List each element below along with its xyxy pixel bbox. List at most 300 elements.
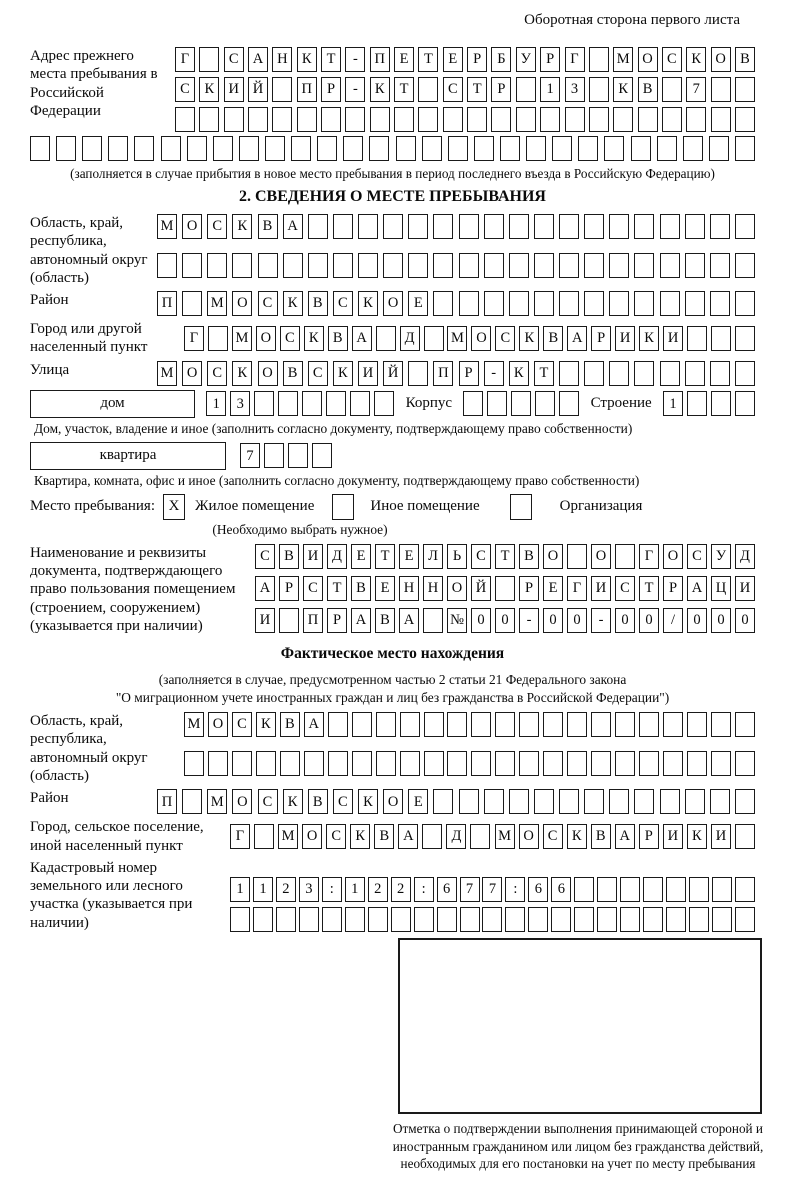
char-box: К <box>370 77 390 102</box>
char-box: : <box>505 877 525 902</box>
char-box <box>424 712 444 737</box>
char-box <box>711 751 731 776</box>
char-box <box>463 391 483 416</box>
char-box: Й <box>383 361 403 386</box>
char-box: Т <box>467 77 487 102</box>
char-box <box>526 136 546 161</box>
char-box <box>484 253 504 278</box>
char-box: О <box>232 291 252 316</box>
char-box: С <box>662 47 682 72</box>
char-box <box>467 107 487 132</box>
char-box <box>735 824 755 849</box>
char-box <box>207 253 227 278</box>
char-box <box>182 789 202 814</box>
char-box <box>634 789 654 814</box>
char-box <box>208 751 228 776</box>
char-box <box>345 907 365 932</box>
char-box-row <box>175 107 755 132</box>
option-residential-label: Жилое помещение <box>195 498 315 515</box>
char-box <box>433 214 453 239</box>
char-box <box>239 136 259 161</box>
char-box <box>604 136 624 161</box>
korpus-boxes <box>463 391 579 416</box>
char-box-row <box>157 361 755 386</box>
house-caption: Дом, участок, владение и иное (заполнить согласно документу, подтверждающему право собственности) <box>34 420 633 436</box>
char-box: Р <box>540 47 560 72</box>
char-box: В <box>280 712 300 737</box>
char-box <box>660 291 680 316</box>
char-box <box>443 107 463 132</box>
char-box <box>559 291 579 316</box>
char-box <box>297 107 317 132</box>
char-box <box>559 789 579 814</box>
char-box <box>500 136 520 161</box>
char-box: 1 <box>206 391 226 416</box>
cadastre-label: Кадастровый номер земельного или лесного участка (указывается при наличии) <box>30 859 193 931</box>
char-box <box>368 907 388 932</box>
actual-location-caption-1: (заполняется в случае, предусмотренном частью 2 статьи 21 Федерального закона <box>158 672 627 688</box>
char-box: Р <box>491 77 511 102</box>
char-box <box>735 107 755 132</box>
char-box <box>710 253 730 278</box>
char-box <box>710 789 730 814</box>
char-box <box>134 136 154 161</box>
region-label: Область, край, республика, автономный округ (область) <box>30 215 148 286</box>
char-box <box>584 291 604 316</box>
char-box-row <box>255 608 755 635</box>
char-box: К <box>613 77 633 102</box>
char-box <box>276 907 296 932</box>
char-box-row <box>157 214 755 248</box>
checkbox-residential: X <box>163 494 185 520</box>
char-box <box>591 712 611 737</box>
char-box <box>484 789 504 814</box>
char-box: К <box>256 712 276 737</box>
char-box <box>710 214 730 239</box>
char-box: С <box>258 291 278 316</box>
char-box <box>534 291 554 316</box>
char-box <box>666 877 686 902</box>
char-box <box>540 107 560 132</box>
char-box <box>408 214 428 239</box>
char-box: О <box>638 47 658 72</box>
char-box: Г <box>565 47 585 72</box>
char-box: К <box>358 789 378 814</box>
char-box <box>639 751 659 776</box>
char-box: № <box>447 608 467 633</box>
char-box <box>516 77 536 102</box>
char-box <box>321 107 341 132</box>
char-box: К <box>333 361 353 386</box>
street-label: Улица <box>30 361 70 378</box>
char-box <box>613 107 633 132</box>
house-number-boxes <box>206 391 394 416</box>
char-box <box>199 47 219 72</box>
char-box <box>345 107 365 132</box>
char-box: А <box>615 824 635 849</box>
char-box <box>552 136 572 161</box>
char-box <box>161 136 181 161</box>
char-box: Д <box>735 544 755 569</box>
char-box <box>735 291 755 316</box>
char-box-row <box>230 824 755 849</box>
char-box <box>400 712 420 737</box>
char-box <box>685 253 705 278</box>
char-box <box>254 391 274 416</box>
char-box <box>326 391 346 416</box>
char-box: В <box>283 361 303 386</box>
char-box <box>711 391 731 416</box>
char-box <box>328 751 348 776</box>
checkbox-other-premises <box>332 494 354 520</box>
char-box: 6 <box>528 877 548 902</box>
char-box <box>634 214 654 239</box>
char-box: К <box>639 326 659 351</box>
char-box: С <box>443 77 463 102</box>
char-box <box>328 712 348 737</box>
char-box: К <box>358 291 378 316</box>
char-box: И <box>711 824 731 849</box>
char-box <box>408 361 428 386</box>
char-box-row <box>184 326 755 351</box>
char-box-row <box>255 576 755 603</box>
char-box: А <box>255 576 275 601</box>
char-box <box>495 751 515 776</box>
char-box: - <box>345 77 365 102</box>
char-box: 6 <box>551 877 571 902</box>
char-box <box>343 136 363 161</box>
char-box: С <box>333 789 353 814</box>
char-box <box>663 751 683 776</box>
char-box <box>660 789 680 814</box>
char-box: В <box>308 789 328 814</box>
char-box: / <box>663 608 683 633</box>
char-box: С <box>615 576 635 601</box>
char-box <box>534 789 554 814</box>
char-box: Д <box>446 824 466 849</box>
char-box-row <box>157 253 755 287</box>
char-box: С <box>255 544 275 569</box>
char-box: Н <box>399 576 419 601</box>
char-box: - <box>591 608 611 633</box>
actual-location-title: Фактическое место нахождения <box>280 645 505 663</box>
char-box: П <box>157 789 177 814</box>
char-box: 2 <box>391 877 411 902</box>
char-box <box>686 107 706 132</box>
char-box <box>543 751 563 776</box>
char-box <box>258 253 278 278</box>
char-box <box>660 214 680 239</box>
char-box <box>491 107 511 132</box>
char-box <box>689 907 709 932</box>
char-box: Г <box>175 47 195 72</box>
char-box: Е <box>408 291 428 316</box>
char-box: О <box>471 326 491 351</box>
char-box <box>578 136 598 161</box>
char-box: 7 <box>460 877 480 902</box>
korpus-label: Корпус <box>405 395 453 412</box>
char-box: П <box>297 77 317 102</box>
char-box <box>711 326 731 351</box>
char-box <box>459 214 479 239</box>
char-box: 0 <box>495 608 515 633</box>
char-box <box>735 77 755 102</box>
char-box: М <box>613 47 633 72</box>
char-box <box>308 253 328 278</box>
field-region-actual <box>30 712 755 785</box>
char-box <box>712 907 732 932</box>
char-box <box>460 907 480 932</box>
char-box <box>484 214 504 239</box>
char-box <box>422 136 442 161</box>
char-box <box>615 712 635 737</box>
char-box: В <box>519 544 539 569</box>
char-box <box>516 107 536 132</box>
doc-rights-rows <box>255 544 755 635</box>
region-rows <box>157 214 755 287</box>
char-box <box>609 291 629 316</box>
char-box <box>615 544 635 569</box>
page-side-note: Оборотная сторона первого листа <box>524 12 740 28</box>
char-box <box>662 107 682 132</box>
char-box: 7 <box>686 77 706 102</box>
char-box <box>30 136 50 161</box>
char-box: С <box>258 789 278 814</box>
char-box: П <box>370 47 390 72</box>
char-box <box>609 214 629 239</box>
char-box: О <box>232 789 252 814</box>
char-box: С <box>232 712 252 737</box>
char-box: В <box>258 214 278 239</box>
char-box <box>470 824 490 849</box>
char-box <box>559 361 579 386</box>
field-apartment <box>30 442 755 470</box>
cadastre-rows <box>230 859 755 932</box>
char-box <box>631 136 651 161</box>
char-box: А <box>283 214 303 239</box>
char-box: М <box>232 326 252 351</box>
char-box: - <box>484 361 504 386</box>
checkbox-organization <box>510 494 532 520</box>
char-box <box>333 214 353 239</box>
char-box <box>735 326 755 351</box>
char-box <box>609 253 629 278</box>
char-box: В <box>328 326 348 351</box>
char-box: И <box>663 824 683 849</box>
char-box <box>482 907 502 932</box>
char-box: У <box>711 544 731 569</box>
char-box: И <box>224 77 244 102</box>
char-box <box>567 544 587 569</box>
char-box <box>584 361 604 386</box>
char-box: 3 <box>299 877 319 902</box>
char-box <box>710 361 730 386</box>
char-box: - <box>345 47 365 72</box>
char-box <box>279 608 299 633</box>
char-box <box>56 136 76 161</box>
prev-address-rows <box>175 47 755 132</box>
char-box <box>685 361 705 386</box>
char-box <box>308 214 328 239</box>
char-box: О <box>383 789 403 814</box>
char-box <box>519 712 539 737</box>
field-city <box>30 320 755 357</box>
char-box <box>213 136 233 161</box>
char-box <box>589 107 609 132</box>
char-box <box>559 391 579 416</box>
char-box <box>509 291 529 316</box>
char-box <box>711 107 731 132</box>
char-box-row <box>157 789 755 814</box>
char-box <box>394 107 414 132</box>
char-box: К <box>199 77 219 102</box>
char-box <box>615 751 635 776</box>
char-box <box>584 253 604 278</box>
char-box <box>711 712 731 737</box>
char-box <box>735 789 755 814</box>
char-box <box>471 712 491 737</box>
char-box <box>685 214 705 239</box>
char-box: - <box>519 608 539 633</box>
char-box: М <box>447 326 467 351</box>
char-box: У <box>516 47 536 72</box>
char-box: С <box>471 544 491 569</box>
char-box <box>232 253 252 278</box>
char-box: К <box>509 361 529 386</box>
char-box <box>376 751 396 776</box>
char-box <box>391 907 411 932</box>
char-box <box>597 877 617 902</box>
char-box <box>535 391 555 416</box>
char-box <box>534 253 554 278</box>
char-box <box>288 443 308 468</box>
char-box: Е <box>443 47 463 72</box>
char-box <box>471 751 491 776</box>
char-box: М <box>184 712 204 737</box>
char-box <box>350 391 370 416</box>
char-box: К <box>283 291 303 316</box>
char-box: А <box>248 47 268 72</box>
char-box <box>639 712 659 737</box>
char-box: Р <box>467 47 487 72</box>
char-box: В <box>279 544 299 569</box>
char-box: А <box>351 608 371 633</box>
field-prev-address <box>30 47 755 132</box>
char-box: П <box>157 291 177 316</box>
char-box: О <box>302 824 322 849</box>
char-box-row <box>175 77 755 102</box>
char-box: 2 <box>368 877 388 902</box>
char-box <box>735 214 755 239</box>
apartment-type-box: квартира <box>30 442 226 470</box>
char-box <box>735 391 755 416</box>
char-box <box>437 907 457 932</box>
char-box <box>447 751 467 776</box>
char-box: О <box>182 214 202 239</box>
option-organization-label: Организация <box>559 498 643 515</box>
char-box <box>414 907 434 932</box>
char-box: Б <box>491 47 511 72</box>
char-box: В <box>375 608 395 633</box>
char-box <box>108 136 128 161</box>
house-type-box: дом <box>30 390 195 418</box>
doc-rights-label: Наименование и реквизиты документа, подтверждающего право пользования помещением (строением, сооружением) (указывается при наличии) <box>30 544 236 634</box>
char-box <box>509 253 529 278</box>
char-box: О <box>447 576 467 601</box>
char-box: 0 <box>471 608 491 633</box>
char-box <box>396 136 416 161</box>
stamp-caption: Отметка о подтверждении выполнения принимающей стороной и иностранным гражданином или лицом без гражданства действий, необходимых для его постановки на учет по месту пребывания <box>392 1121 764 1172</box>
char-box: Т <box>394 77 414 102</box>
char-box <box>634 253 654 278</box>
char-box <box>374 391 394 416</box>
char-box <box>304 751 324 776</box>
char-box <box>291 136 311 161</box>
char-box: О <box>383 291 403 316</box>
char-box <box>278 391 298 416</box>
char-box: К <box>519 326 539 351</box>
char-box: Т <box>321 47 341 72</box>
char-box <box>634 361 654 386</box>
char-box: К <box>686 47 706 72</box>
stay-type-note: (Необходимо выбрать нужное) <box>212 521 388 537</box>
char-box: 0 <box>567 608 587 633</box>
char-box <box>609 789 629 814</box>
char-box: О <box>591 544 611 569</box>
char-box <box>352 712 372 737</box>
char-box <box>230 907 250 932</box>
field-city-actual <box>30 818 755 855</box>
char-box <box>584 789 604 814</box>
char-box <box>519 751 539 776</box>
char-box <box>643 877 663 902</box>
char-box: Й <box>471 576 491 601</box>
char-box: 0 <box>711 608 731 633</box>
district-label: Район <box>30 292 69 309</box>
char-box: О <box>519 824 539 849</box>
char-box: Р <box>663 576 683 601</box>
char-box: С <box>175 77 195 102</box>
char-box: О <box>182 361 202 386</box>
char-box: М <box>157 361 177 386</box>
field-district-actual <box>30 789 755 814</box>
char-box <box>400 751 420 776</box>
char-box: В <box>308 291 328 316</box>
char-box <box>574 877 594 902</box>
char-box <box>253 907 273 932</box>
char-box: В <box>638 77 658 102</box>
char-box: М <box>207 789 227 814</box>
char-box <box>710 291 730 316</box>
section2-title: 2. СВЕДЕНИЯ О МЕСТЕ ПРЕБЫВАНИЯ <box>239 188 546 205</box>
char-box: С <box>224 47 244 72</box>
char-box <box>433 253 453 278</box>
city-label: Город или другой населенный пункт <box>30 321 148 356</box>
char-box <box>459 789 479 814</box>
char-box <box>157 253 177 278</box>
stroenie-boxes <box>663 391 755 416</box>
char-box: Ц <box>711 576 731 601</box>
char-box: И <box>663 326 683 351</box>
char-box <box>187 136 207 161</box>
char-box <box>589 47 609 72</box>
char-box <box>567 751 587 776</box>
char-box-row-full <box>30 136 755 161</box>
char-box: 6 <box>437 877 457 902</box>
char-box <box>474 136 494 161</box>
char-box <box>551 907 571 932</box>
char-box: С <box>333 291 353 316</box>
